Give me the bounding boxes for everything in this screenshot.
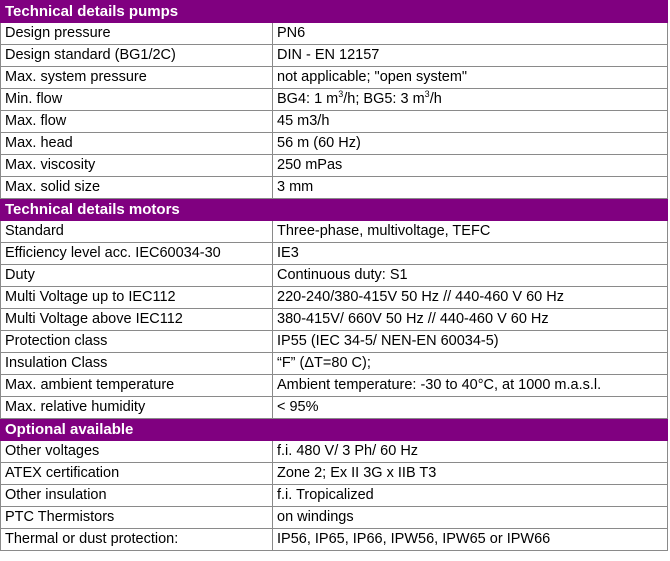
table-row xyxy=(1,89,668,111)
row-label: Protection class xyxy=(1,331,273,353)
table-row xyxy=(1,353,668,375)
row-value: 45 m3/h xyxy=(273,111,668,133)
row-value: f.i. Tropicalized xyxy=(273,485,668,507)
table-row xyxy=(1,441,668,463)
table-row xyxy=(1,463,668,485)
row-label: Design pressure xyxy=(1,23,273,45)
superscript: 3 xyxy=(338,89,344,100)
table-row xyxy=(1,485,668,507)
row-value: 380-415V/ 660V 50 Hz // 440-460 V 60 Hz xyxy=(273,309,668,331)
row-value: PN6 xyxy=(273,23,668,45)
table-row xyxy=(1,177,668,199)
row-label: Insulation Class xyxy=(1,353,273,375)
table-row xyxy=(1,133,668,155)
table-row xyxy=(1,287,668,309)
row-label: Max. relative humidity xyxy=(1,397,273,419)
row-label: Multi Voltage up to IEC112 xyxy=(1,287,273,309)
row-label: Other insulation xyxy=(1,485,273,507)
row-label: Thermal or dust protection: xyxy=(1,529,273,551)
row-value: not applicable; "open system" xyxy=(273,67,668,89)
table-row xyxy=(1,23,668,45)
section-header-pumps xyxy=(1,1,668,23)
row-label: Max. solid size xyxy=(1,177,273,199)
row-value: Continuous duty: S1 xyxy=(273,265,668,287)
row-label: Other voltages xyxy=(1,441,273,463)
row-label: Min. flow xyxy=(1,89,273,111)
row-label: Multi Voltage above IEC112 xyxy=(1,309,273,331)
row-value: on windings xyxy=(273,507,668,529)
section-title: Technical details pumps xyxy=(1,1,668,23)
row-label: Duty xyxy=(1,265,273,287)
section-title: Technical details motors xyxy=(1,199,668,221)
row-value: Ambient temperature: -30 to 40°C, at 1000 m.a.s.l. xyxy=(273,375,668,397)
table-row xyxy=(1,45,668,67)
row-value: Three-phase, multivoltage, TEFC xyxy=(273,221,668,243)
row-value: DIN - EN 12157 xyxy=(273,45,668,67)
min-flow-text: /h xyxy=(429,91,442,107)
row-label: Max. system pressure xyxy=(1,67,273,89)
section-title: Optional available xyxy=(1,419,668,441)
row-label: Standard xyxy=(1,221,273,243)
min-flow-text: /h; BG5: 3 m xyxy=(343,91,425,107)
row-value: IE3 xyxy=(273,243,668,265)
row-value: 3 mm xyxy=(273,177,668,199)
table-row xyxy=(1,397,668,419)
row-value: IP55 (IEC 34-5/ NEN-EN 60034-5) xyxy=(273,331,668,353)
section-header-optional xyxy=(1,419,668,441)
min-flow-text: BG4: 1 m xyxy=(277,91,339,107)
table-row xyxy=(1,331,668,353)
row-value: IP56, IP65, IP66, IPW56, IPW65 or IPW66 xyxy=(273,529,668,551)
table-row xyxy=(1,67,668,89)
row-label: Efficiency level acc. IEC60034-30 xyxy=(1,243,273,265)
row-label: PTC Thermistors xyxy=(1,507,273,529)
table-row xyxy=(1,243,668,265)
row-value: 56 m (60 Hz) xyxy=(273,133,668,155)
row-label: Max. ambient temperature xyxy=(1,375,273,397)
row-value: Zone 2; Ex II 3G x IIB T3 xyxy=(273,463,668,485)
table-row xyxy=(1,507,668,529)
row-value: 220-240/380-415V 50 Hz // 440-460 V 60 Hz xyxy=(273,287,668,309)
table-row xyxy=(1,221,668,243)
row-label: Max. flow xyxy=(1,111,273,133)
row-label: Max. head xyxy=(1,133,273,155)
row-value xyxy=(273,89,668,111)
superscript: 3 xyxy=(424,89,430,100)
row-value: f.i. 480 V/ 3 Ph/ 60 Hz xyxy=(273,441,668,463)
row-label: Design standard (BG1/2C) xyxy=(1,45,273,67)
table-row xyxy=(1,155,668,177)
table-row xyxy=(1,111,668,133)
table-row xyxy=(1,375,668,397)
table-row xyxy=(1,529,668,551)
row-label: Max. viscosity xyxy=(1,155,273,177)
row-label: ATEX certification xyxy=(1,463,273,485)
row-value: < 95% xyxy=(273,397,668,419)
row-value: “F” (ΔT=80 C); xyxy=(273,353,668,375)
row-value: 250 mPas xyxy=(273,155,668,177)
table-row xyxy=(1,265,668,287)
table-row xyxy=(1,309,668,331)
section-header-motors xyxy=(1,199,668,221)
